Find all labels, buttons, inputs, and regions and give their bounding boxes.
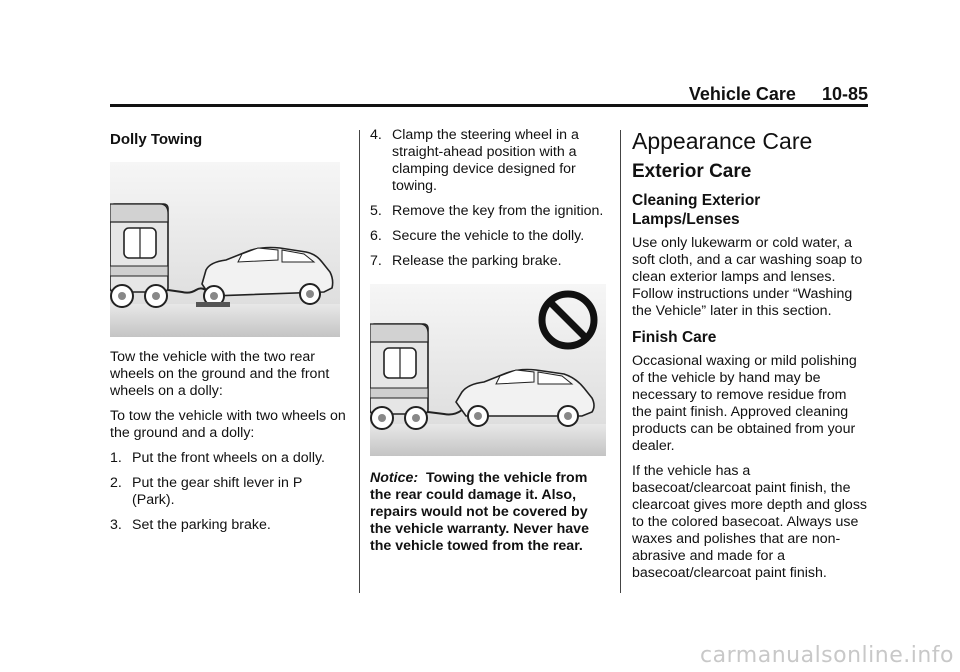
column-divider-2 bbox=[620, 130, 621, 593]
dolly-para-1: Tow the vehicle with the two rear wheels on the ground and the front wheels on a dolly: bbox=[110, 349, 330, 399]
exterior-care-heading: Exterior Care bbox=[632, 161, 752, 182]
dolly-steps-list-1 bbox=[110, 450, 348, 534]
list-item: 3. Set the parking brake. bbox=[110, 517, 271, 533]
section-title: Vehicle Care bbox=[688, 84, 796, 104]
column-2 bbox=[370, 118, 610, 563]
list-item: 6. Secure the vehicle to the dolly. bbox=[370, 228, 585, 244]
dolly-steps-list-2 bbox=[370, 127, 610, 270]
column-divider-1 bbox=[359, 130, 360, 593]
dolly-para-2: To tow the vehicle with two wheels on the ground and a dolly: bbox=[110, 408, 346, 441]
finish-care-text-1: Occasional waxing or mild polishing of the vehicle by hand may be necessary to remove residue from the paint finish. Approved cleaning products can be obtained from your dealer. bbox=[632, 353, 857, 454]
notice-text: Towing the vehicle from the rear could damage it. Also, repairs would not be covered by the vehicle warranty. Never have the vehicle towed from the rear. bbox=[370, 470, 589, 554]
page-number: 10-85 bbox=[821, 84, 868, 104]
notice-label: Notice: bbox=[370, 470, 419, 486]
dolly-towing-illustration bbox=[110, 162, 340, 337]
list-item: 4. Clamp the steering wheel in a straight-ahead position with a clamping device designed for towing. bbox=[370, 127, 579, 194]
finish-care-text-2: If the vehicle has a basecoat/clearcoat paint finish, the clearcoat gives more depth and gloss to the colored basecoat. Always use waxes and polishes that are non-abrasive and made for a basecoat/clearcoat paint finish. bbox=[632, 463, 868, 581]
list-item: 1. Put the front wheels on a dolly. bbox=[110, 450, 325, 466]
rear-towing-prohibited-illustration bbox=[370, 284, 606, 456]
cleaning-lamps-heading: Cleaning Exterior Lamps/Lenses bbox=[632, 192, 761, 228]
header-rule bbox=[110, 104, 868, 107]
list-item: 7. Release the parking brake. bbox=[370, 253, 562, 269]
notice-paragraph bbox=[370, 470, 610, 555]
list-item: 5. Remove the key from the ignition. bbox=[370, 203, 604, 219]
cleaning-lamps-text: Use only lukewarm or cold water, a soft cloth, and a car washing soap to clean exterior lamps and lenses. Follow instructions under “Washing the Vehicle” later in this section. bbox=[632, 235, 863, 319]
watermark: carmanualsonline.info bbox=[700, 643, 954, 668]
dolly-towing-heading: Dolly Towing bbox=[110, 131, 203, 148]
column-3 bbox=[632, 118, 868, 590]
list-item: 2. Put the gear shift lever in P (Park). bbox=[110, 475, 303, 508]
appearance-care-title: Appearance Care bbox=[632, 128, 813, 154]
column-1 bbox=[110, 118, 348, 542]
finish-care-heading: Finish Care bbox=[632, 329, 717, 346]
page-header bbox=[110, 84, 868, 104]
